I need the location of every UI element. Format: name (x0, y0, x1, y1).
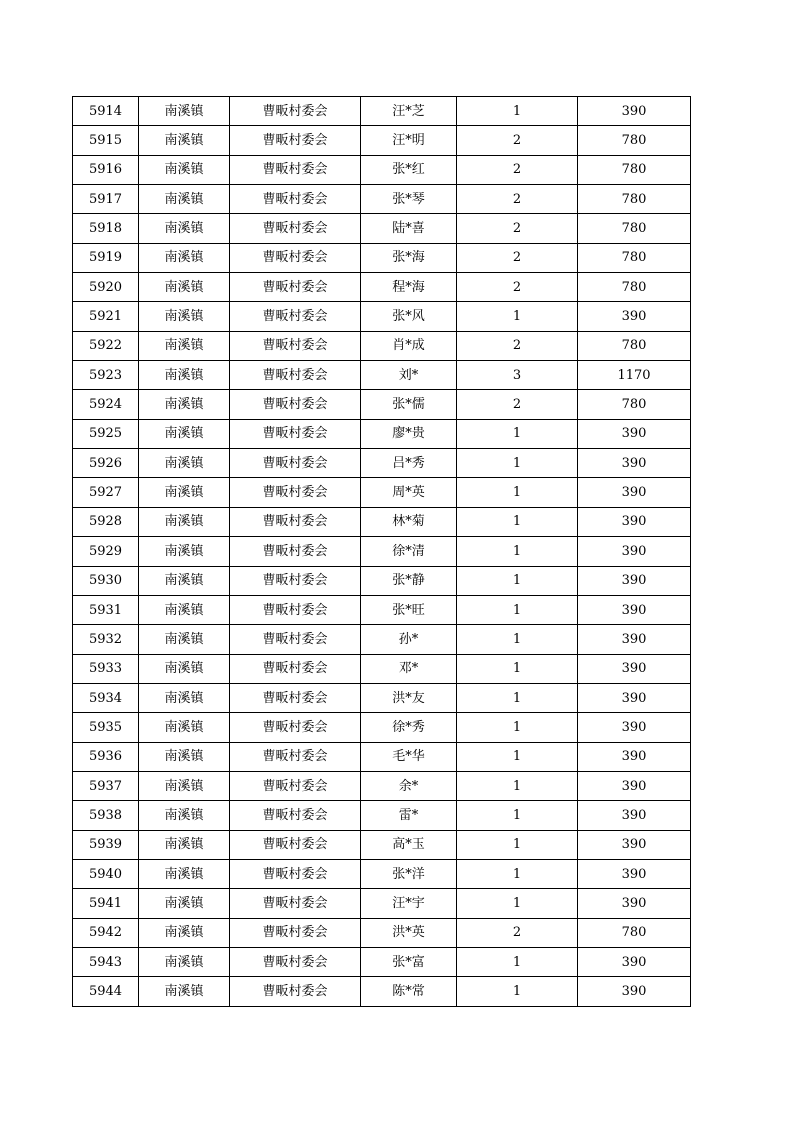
name-cell: 余* (361, 771, 457, 800)
serial-cell: 5934 (73, 683, 139, 712)
name-cell: 张*风 (361, 302, 457, 331)
town-cell: 南溪镇 (139, 683, 230, 712)
count-cell: 1 (457, 654, 578, 683)
amount-cell: 390 (578, 977, 691, 1006)
table-row (73, 390, 691, 419)
village-cell: 曹畈村委会 (230, 830, 361, 859)
serial-cell: 5927 (73, 478, 139, 507)
serial-cell: 5915 (73, 126, 139, 155)
village-cell: 曹畈村委会 (230, 361, 361, 390)
count-cell: 1 (457, 713, 578, 742)
count-cell: 1 (457, 947, 578, 976)
name-cell: 邓* (361, 654, 457, 683)
amount-cell: 390 (578, 683, 691, 712)
table-row (73, 478, 691, 507)
table-row (73, 361, 691, 390)
table-row (73, 830, 691, 859)
serial-cell: 5935 (73, 713, 139, 742)
table-row (73, 625, 691, 654)
name-cell: 张*海 (361, 243, 457, 272)
town-cell: 南溪镇 (139, 801, 230, 830)
amount-cell: 780 (578, 390, 691, 419)
village-cell: 曹畈村委会 (230, 977, 361, 1006)
count-cell: 1 (457, 625, 578, 654)
amount-cell: 390 (578, 478, 691, 507)
count-cell: 1 (457, 977, 578, 1006)
table-row (73, 214, 691, 243)
serial-cell: 5929 (73, 537, 139, 566)
count-cell: 1 (457, 507, 578, 536)
village-cell: 曹畈村委会 (230, 713, 361, 742)
table-row (73, 97, 691, 126)
count-cell: 1 (457, 801, 578, 830)
count-cell: 1 (457, 419, 578, 448)
town-cell: 南溪镇 (139, 947, 230, 976)
serial-cell: 5931 (73, 595, 139, 624)
town-cell: 南溪镇 (139, 449, 230, 478)
serial-cell: 5937 (73, 771, 139, 800)
table-row (73, 507, 691, 536)
count-cell: 1 (457, 302, 578, 331)
name-cell: 洪*友 (361, 683, 457, 712)
table-row (73, 273, 691, 302)
serial-cell: 5930 (73, 566, 139, 595)
village-cell: 曹畈村委会 (230, 273, 361, 302)
name-cell: 张*洋 (361, 859, 457, 888)
town-cell: 南溪镇 (139, 243, 230, 272)
village-cell: 曹畈村委会 (230, 390, 361, 419)
count-cell: 2 (457, 390, 578, 419)
town-cell: 南溪镇 (139, 713, 230, 742)
amount-cell: 390 (578, 566, 691, 595)
table-row (73, 595, 691, 624)
town-cell: 南溪镇 (139, 625, 230, 654)
town-cell: 南溪镇 (139, 654, 230, 683)
name-cell: 周*英 (361, 478, 457, 507)
name-cell: 张*静 (361, 566, 457, 595)
town-cell: 南溪镇 (139, 273, 230, 302)
name-cell: 毛*华 (361, 742, 457, 771)
serial-cell: 5918 (73, 214, 139, 243)
document-page (72, 96, 690, 1007)
table-row (73, 742, 691, 771)
name-cell: 张*红 (361, 155, 457, 184)
table-row (73, 654, 691, 683)
count-cell: 3 (457, 361, 578, 390)
village-cell: 曹畈村委会 (230, 654, 361, 683)
village-cell: 曹畈村委会 (230, 742, 361, 771)
table-row (73, 537, 691, 566)
amount-cell: 390 (578, 97, 691, 126)
name-cell: 张*儒 (361, 390, 457, 419)
serial-cell: 5921 (73, 302, 139, 331)
serial-cell: 5932 (73, 625, 139, 654)
town-cell: 南溪镇 (139, 977, 230, 1006)
village-cell: 曹畈村委会 (230, 126, 361, 155)
amount-cell: 390 (578, 713, 691, 742)
name-cell: 雷* (361, 801, 457, 830)
name-cell: 张*富 (361, 947, 457, 976)
serial-cell: 5933 (73, 654, 139, 683)
amount-cell: 390 (578, 419, 691, 448)
name-cell: 汪*宇 (361, 889, 457, 918)
table-row (73, 302, 691, 331)
town-cell: 南溪镇 (139, 126, 230, 155)
village-cell: 曹畈村委会 (230, 537, 361, 566)
town-cell: 南溪镇 (139, 742, 230, 771)
name-cell: 张*旺 (361, 595, 457, 624)
serial-cell: 5938 (73, 801, 139, 830)
village-cell: 曹畈村委会 (230, 683, 361, 712)
name-cell: 洪*英 (361, 918, 457, 947)
amount-cell: 780 (578, 331, 691, 360)
village-cell: 曹畈村委会 (230, 185, 361, 214)
serial-cell: 5941 (73, 889, 139, 918)
count-cell: 1 (457, 97, 578, 126)
count-cell: 1 (457, 859, 578, 888)
town-cell: 南溪镇 (139, 361, 230, 390)
village-cell: 曹畈村委会 (230, 419, 361, 448)
count-cell: 1 (457, 595, 578, 624)
table-row (73, 859, 691, 888)
village-cell: 曹畈村委会 (230, 859, 361, 888)
name-cell: 廖*贵 (361, 419, 457, 448)
serial-cell: 5943 (73, 947, 139, 976)
village-cell: 曹畈村委会 (230, 771, 361, 800)
town-cell: 南溪镇 (139, 830, 230, 859)
count-cell: 2 (457, 214, 578, 243)
amount-cell: 780 (578, 273, 691, 302)
village-cell: 曹畈村委会 (230, 331, 361, 360)
table-row (73, 243, 691, 272)
amount-cell: 780 (578, 214, 691, 243)
table-row (73, 947, 691, 976)
town-cell: 南溪镇 (139, 390, 230, 419)
serial-cell: 5942 (73, 918, 139, 947)
table-row (73, 185, 691, 214)
amount-cell: 390 (578, 449, 691, 478)
name-cell: 孙* (361, 625, 457, 654)
table-row (73, 126, 691, 155)
serial-cell: 5926 (73, 449, 139, 478)
table-row (73, 566, 691, 595)
amount-cell: 390 (578, 537, 691, 566)
town-cell: 南溪镇 (139, 214, 230, 243)
village-cell: 曹畈村委会 (230, 625, 361, 654)
amount-cell: 390 (578, 625, 691, 654)
roster-table-body (73, 97, 691, 1007)
table-row (73, 331, 691, 360)
table-row (73, 771, 691, 800)
amount-cell: 390 (578, 742, 691, 771)
serial-cell: 5920 (73, 273, 139, 302)
amount-cell: 390 (578, 859, 691, 888)
amount-cell: 780 (578, 155, 691, 184)
count-cell: 2 (457, 243, 578, 272)
serial-cell: 5917 (73, 185, 139, 214)
amount-cell: 780 (578, 185, 691, 214)
count-cell: 1 (457, 566, 578, 595)
town-cell: 南溪镇 (139, 507, 230, 536)
village-cell: 曹畈村委会 (230, 449, 361, 478)
serial-cell: 5944 (73, 977, 139, 1006)
name-cell: 汪*芝 (361, 97, 457, 126)
village-cell: 曹畈村委会 (230, 595, 361, 624)
town-cell: 南溪镇 (139, 771, 230, 800)
town-cell: 南溪镇 (139, 859, 230, 888)
count-cell: 2 (457, 273, 578, 302)
village-cell: 曹畈村委会 (230, 478, 361, 507)
serial-cell: 5924 (73, 390, 139, 419)
name-cell: 陆*喜 (361, 214, 457, 243)
serial-cell: 5914 (73, 97, 139, 126)
amount-cell: 390 (578, 654, 691, 683)
table-row (73, 713, 691, 742)
village-cell: 曹畈村委会 (230, 566, 361, 595)
village-cell: 曹畈村委会 (230, 243, 361, 272)
table-row (73, 889, 691, 918)
count-cell: 1 (457, 478, 578, 507)
name-cell: 徐*秀 (361, 713, 457, 742)
town-cell: 南溪镇 (139, 331, 230, 360)
name-cell: 吕*秀 (361, 449, 457, 478)
town-cell: 南溪镇 (139, 419, 230, 448)
serial-cell: 5916 (73, 155, 139, 184)
amount-cell: 390 (578, 889, 691, 918)
serial-cell: 5936 (73, 742, 139, 771)
serial-cell: 5939 (73, 830, 139, 859)
village-cell: 曹畈村委会 (230, 801, 361, 830)
count-cell: 2 (457, 185, 578, 214)
amount-cell: 1170 (578, 361, 691, 390)
name-cell: 陈*常 (361, 977, 457, 1006)
amount-cell: 780 (578, 243, 691, 272)
name-cell: 汪*明 (361, 126, 457, 155)
count-cell: 1 (457, 683, 578, 712)
town-cell: 南溪镇 (139, 97, 230, 126)
table-row (73, 683, 691, 712)
count-cell: 1 (457, 742, 578, 771)
town-cell: 南溪镇 (139, 595, 230, 624)
town-cell: 南溪镇 (139, 537, 230, 566)
name-cell: 张*琴 (361, 185, 457, 214)
name-cell: 程*海 (361, 273, 457, 302)
name-cell: 肖*成 (361, 331, 457, 360)
amount-cell: 390 (578, 801, 691, 830)
amount-cell: 390 (578, 302, 691, 331)
table-row (73, 801, 691, 830)
count-cell: 1 (457, 449, 578, 478)
amount-cell: 390 (578, 947, 691, 976)
count-cell: 1 (457, 830, 578, 859)
village-cell: 曹畈村委会 (230, 302, 361, 331)
village-cell: 曹畈村委会 (230, 889, 361, 918)
town-cell: 南溪镇 (139, 155, 230, 184)
name-cell: 林*菊 (361, 507, 457, 536)
count-cell: 2 (457, 155, 578, 184)
table-row (73, 918, 691, 947)
village-cell: 曹畈村委会 (230, 214, 361, 243)
table-row (73, 419, 691, 448)
amount-cell: 390 (578, 507, 691, 536)
amount-cell: 780 (578, 918, 691, 947)
serial-cell: 5923 (73, 361, 139, 390)
table-row (73, 977, 691, 1006)
town-cell: 南溪镇 (139, 302, 230, 331)
amount-cell: 390 (578, 595, 691, 624)
count-cell: 1 (457, 537, 578, 566)
count-cell: 2 (457, 331, 578, 360)
name-cell: 徐*清 (361, 537, 457, 566)
table-row (73, 155, 691, 184)
village-cell: 曹畈村委会 (230, 155, 361, 184)
town-cell: 南溪镇 (139, 566, 230, 595)
serial-cell: 5922 (73, 331, 139, 360)
amount-cell: 390 (578, 830, 691, 859)
amount-cell: 390 (578, 771, 691, 800)
serial-cell: 5919 (73, 243, 139, 272)
name-cell: 刘* (361, 361, 457, 390)
town-cell: 南溪镇 (139, 185, 230, 214)
village-cell: 曹畈村委会 (230, 97, 361, 126)
count-cell: 1 (457, 889, 578, 918)
count-cell: 2 (457, 126, 578, 155)
amount-cell: 780 (578, 126, 691, 155)
village-cell: 曹畈村委会 (230, 947, 361, 976)
count-cell: 2 (457, 918, 578, 947)
serial-cell: 5925 (73, 419, 139, 448)
town-cell: 南溪镇 (139, 918, 230, 947)
town-cell: 南溪镇 (139, 889, 230, 918)
name-cell: 高*玉 (361, 830, 457, 859)
village-cell: 曹畈村委会 (230, 918, 361, 947)
table-row (73, 449, 691, 478)
town-cell: 南溪镇 (139, 478, 230, 507)
roster-table (72, 96, 691, 1007)
serial-cell: 5928 (73, 507, 139, 536)
village-cell: 曹畈村委会 (230, 507, 361, 536)
count-cell: 1 (457, 771, 578, 800)
serial-cell: 5940 (73, 859, 139, 888)
